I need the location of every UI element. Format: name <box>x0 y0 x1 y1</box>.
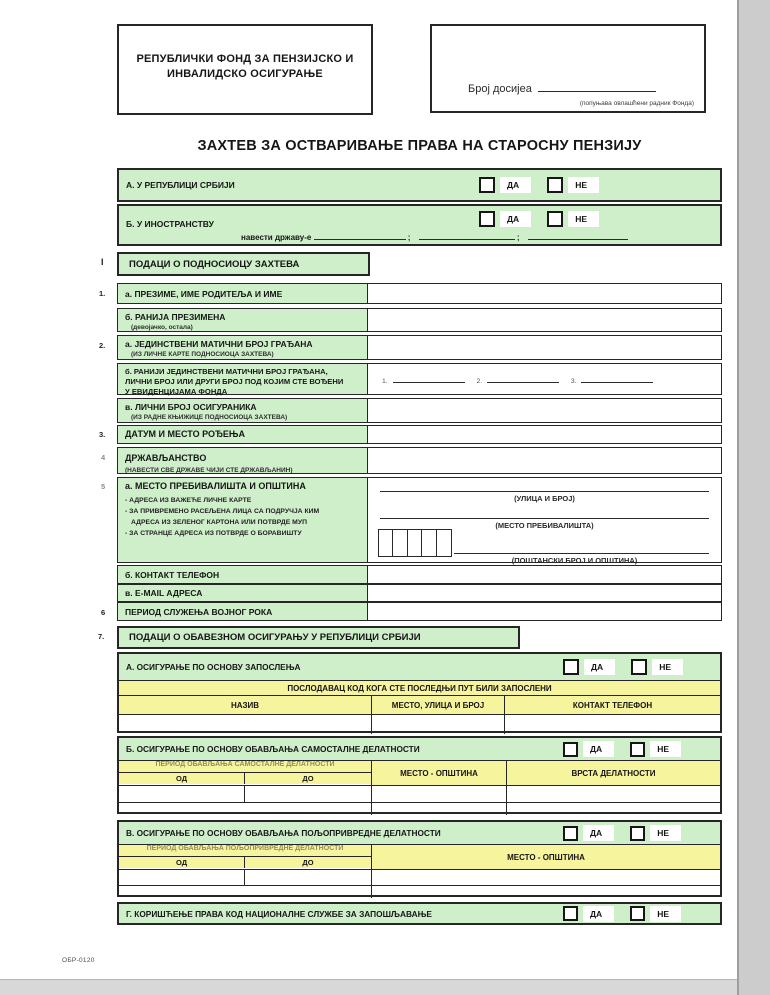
row-insured-number-label-cell <box>118 399 368 422</box>
col-address-header: МЕСТО, УЛИЦА И БРОЈ <box>372 696 505 714</box>
row-number: 1. <box>99 289 106 298</box>
row-former-surnames-value-field[interactable] <box>368 309 721 331</box>
in-serbia-yes-label: ДА <box>500 177 531 193</box>
self-employment-yes-no-group <box>563 741 681 757</box>
section-7-title: ПОДАЦИ О ОБАВЕЗНОМ ОСИГУРАЊУ У РЕПУБЛИЦИ СРБИЈИ <box>129 632 421 643</box>
row-in-serbia-label: А. У РЕПУБЛИЦИ СРБИЈИ <box>126 180 235 190</box>
row-residence-value-cell <box>368 478 721 565</box>
form-code: ОБР-0120 <box>62 957 95 964</box>
employment-no-label: НЕ <box>652 659 683 675</box>
former-number-field-2[interactable] <box>487 373 559 383</box>
self-employment-yes-checkbox[interactable] <box>563 742 578 757</box>
self-employment-yes-label: ДА <box>583 741 614 757</box>
country-field-2[interactable] <box>419 230 515 240</box>
row-former-surnames-label: б. РАНИЈА ПРЕЗИМЕНА <box>125 312 226 322</box>
agriculture-no-label: НЕ <box>650 825 681 841</box>
agri-from-header: ОД <box>119 857 245 868</box>
employer-phone-cell[interactable] <box>505 715 720 734</box>
row-insured-number-sub: (ИЗ РАДНЕ КЊИЖИЦЕ ПОДНОСИОЦА ЗАХТЕВА) <box>131 413 288 421</box>
abroad-countries-label: навести државу-е <box>241 233 312 242</box>
self-to-header: ДО <box>245 773 371 784</box>
row-birth-date-place <box>117 425 722 444</box>
row-abroad <box>117 204 722 246</box>
agriculture-yes-checkbox[interactable] <box>563 826 578 841</box>
self-place-header: МЕСТО - ОПШТИНА <box>372 761 507 785</box>
country-field-1[interactable] <box>314 230 406 240</box>
residence-bullet-1: - АДРЕСА ИЗ ВАЖЕЋЕ ЛИЧНЕ КАРТЕ <box>125 497 252 505</box>
place-caption: (МЕСТО ПРЕБИВАЛИШТА) <box>495 521 594 530</box>
period-header-group <box>119 761 372 785</box>
agri-from-to-row <box>119 857 371 868</box>
postal-digit-box[interactable] <box>436 529 452 557</box>
row-citizenship <box>117 447 722 474</box>
row-birth-label: ДАТУМ И МЕСТО РОЂЕЊА <box>125 429 245 440</box>
row-residence-label: а. МЕСТО ПРЕБИВАЛИШТА И ОПШТИНА <box>125 481 306 491</box>
abroad-yes-checkbox[interactable] <box>479 211 495 227</box>
agri-data-row-2 <box>119 886 720 898</box>
row-citizenship-value-field[interactable] <box>368 448 721 473</box>
former-number-field-1[interactable] <box>393 373 465 383</box>
employment-yes-label: ДА <box>584 659 615 675</box>
self-activity-header: ВРСТА ДЕЛАТНОСТИ <box>507 761 720 785</box>
row-employment-service <box>117 902 722 925</box>
row-former-jmbg-label-cell <box>118 364 368 394</box>
row-citizenship-label: ДРЖАВЉАНСТВО <box>125 453 207 463</box>
agriculture-title: В. ОСИГУРАЊЕ ПО ОСНОВУ ОБАВЉАЊА ПОЉОПРИВРЕДНЕ ДЕЛАТНОСТИ <box>126 828 441 838</box>
agriculture-yes-no-group <box>563 825 681 841</box>
agriculture-title-row <box>119 822 720 845</box>
postal-code-boxes[interactable] <box>378 529 450 557</box>
row-number: 5 <box>101 482 106 491</box>
row-email <box>117 584 722 602</box>
employment-service-no-label: НЕ <box>650 906 681 922</box>
scan-edge-right <box>737 0 770 995</box>
employment-no-checkbox[interactable] <box>631 659 647 675</box>
employment-service-label: Г. КОРИШЋЕЊЕ ПРАВА КОД НАЦИОНАЛНЕ СЛУЖБЕ ЗА ЗАПОШЉАВАЊЕ <box>126 908 432 919</box>
self-employment-no-label: НЕ <box>650 741 681 757</box>
country-field-3[interactable] <box>528 230 628 240</box>
row-number: 2. <box>99 341 106 350</box>
abroad-no-checkbox[interactable] <box>547 211 563 227</box>
row-number: 3. <box>99 430 106 439</box>
self-place-cell-2[interactable] <box>372 803 507 815</box>
dossier-number-note: (попуњава овлашћени радник Фонда) <box>579 100 694 107</box>
row-abroad-label: Б. У ИНОСТРАНСТВУ <box>126 219 214 229</box>
row-former-jmbg-value-cell <box>368 364 721 394</box>
municipality-field[interactable] <box>454 553 709 554</box>
employment-title-row <box>119 654 720 681</box>
self-employment-header-rows <box>119 761 720 785</box>
self-activity-cell[interactable] <box>507 786 720 802</box>
residence-bullet-2: - ЗА ПРИВРЕМЕНО РАСЕЉЕНА ЛИЦА СА ПОДРУЧЈА КИМ <box>125 508 320 516</box>
agriculture-header-rows <box>119 845 720 869</box>
row-phone-label-cell <box>118 566 368 583</box>
self-from-header: ОД <box>119 773 245 784</box>
self-data-row-1 <box>119 785 720 803</box>
abroad-yes-label: ДА <box>500 211 531 227</box>
in-serbia-yes-checkbox[interactable] <box>479 177 495 193</box>
abroad-countries-line <box>241 230 628 242</box>
employer-address-cell[interactable] <box>372 715 505 734</box>
fund-name-line2: ИНВАЛИДСКО ОСИГУРАЊЕ <box>167 67 323 80</box>
employment-service-yes-checkbox[interactable] <box>563 906 578 921</box>
section-i-header <box>117 252 370 276</box>
row-residence-bullets <box>125 496 363 540</box>
self-period-header: ПЕРИОД ОБАВЉАЊА САМОСТАЛНЕ ДЕЛАТНОСТИ <box>119 761 371 773</box>
separator: ; <box>407 233 411 242</box>
row-birth-label-cell <box>118 426 368 443</box>
former-number-field-3[interactable] <box>581 373 653 383</box>
in-serbia-no-checkbox[interactable] <box>547 177 563 193</box>
self-employment-no-checkbox[interactable] <box>630 742 645 757</box>
row-surname-label-cell <box>118 284 368 303</box>
agri-period-header-group <box>119 845 372 869</box>
dossier-number-field[interactable] <box>538 80 656 92</box>
agriculture-no-checkbox[interactable] <box>630 826 645 841</box>
agri-place-cell-2[interactable] <box>372 886 720 898</box>
postal-caption: (ПОШТАНСКИ БРОЈ И ОПШТИНА) <box>511 556 638 565</box>
marker-3: 3. <box>570 378 577 385</box>
employment-service-yes-label: ДА <box>583 906 614 922</box>
employment-service-yes-no-group <box>563 906 681 922</box>
agriculture-yes-label: ДА <box>583 825 614 841</box>
agri-to-cell[interactable] <box>245 870 372 885</box>
fund-name-box <box>117 24 373 115</box>
row-military-label-cell <box>118 603 368 620</box>
row-former-surnames <box>117 308 722 332</box>
block-self-employment <box>117 736 722 814</box>
self-from-cell[interactable] <box>119 786 245 802</box>
employer-data-row <box>119 715 720 734</box>
dossier-number-row <box>468 80 656 95</box>
residence-bullet-4: - ЗА СТРАНЦЕ АДРЕСА ИЗ ПОТВРДЕ О БОРАВИШТУ <box>125 529 302 537</box>
section-i-number: I <box>101 257 104 267</box>
employment-yes-no-group <box>563 659 683 675</box>
self-period-cell[interactable] <box>119 803 372 815</box>
former-jmbg-fields <box>382 373 653 385</box>
employment-service-no-checkbox[interactable] <box>630 906 645 921</box>
row-email-label-cell <box>118 585 368 601</box>
residence-bullet-3: АДРЕСА ИЗ ЗЕЛЕНОГ КАРТОНА ИЛИ ПОТВРДЕ МУП <box>131 519 307 526</box>
street-field[interactable] <box>380 491 709 492</box>
abroad-no-label: НЕ <box>568 211 599 227</box>
employer-table-header: ПОСЛОДАВАЦ КОД КОГА СТЕ ПОСЛЕДЊИ ПУТ БИЛИ ЗАПОСЛЕНИ <box>119 681 720 696</box>
row-surname-label: а. ПРЕЗИМЕ, ИМЕ РОДИТЕЉА И ИМЕ <box>125 288 283 299</box>
form-title: ЗАХТЕВ ЗА ОСТВАРИВАЊЕ ПРАВА НА СТАРОСНУ ПЕНЗИЈУ <box>197 138 642 154</box>
row-number: 6 <box>101 608 106 617</box>
row-insured-number-label: в. ЛИЧНИ БРОЈ ОСИГУРАНИКА <box>125 402 257 412</box>
marker-2: 2. <box>476 378 483 385</box>
row-citizenship-sub: (НАВЕСТИ СВЕ ДРЖАВЕ ЧИЈИ СТЕ ДРЖАВЉАНИН) <box>125 467 293 475</box>
agri-period-header: ПЕРИОД ОБАВЉАЊА ПОЉОПРИВРЕДНЕ ДЕЛАТНОСТИ <box>119 845 371 857</box>
agri-place-cell[interactable] <box>372 870 720 885</box>
section-7-number: 7. <box>98 632 105 641</box>
block-agriculture <box>117 820 722 897</box>
row-surname-value-field[interactable] <box>368 284 721 303</box>
agri-data-row-1 <box>119 869 720 886</box>
row-former-surnames-sub: (девојачко, остала) <box>131 323 193 331</box>
col-name-header: НАЗИВ <box>119 696 372 714</box>
agri-to-header: ДО <box>245 857 371 868</box>
row-former-jmbg <box>117 363 722 395</box>
employer-column-headers <box>119 696 720 715</box>
marker-1: 1. <box>382 378 388 385</box>
row-number: 4 <box>101 453 106 462</box>
scan-edge-bottom <box>0 979 737 995</box>
agri-place-header: МЕСТО - ОПШТИНА <box>372 845 720 869</box>
street-caption: (УЛИЦА И БРОЈ) <box>514 494 575 503</box>
self-employment-title: Б. ОСИГУРАЊЕ ПО ОСНОВУ ОБАВЉАЊА САМОСТАЛНЕ ДЕЛАТНОСТИ <box>126 744 420 754</box>
row-jmbg-label-cell <box>118 336 368 359</box>
row-phone-value-field[interactable] <box>368 566 721 583</box>
row-former-jmbg-label-line3: У ЕВИДЕНЦИЈАМА ФОНДА <box>125 386 228 396</box>
block-employment <box>117 652 722 733</box>
row-jmbg-value-field[interactable] <box>368 336 721 359</box>
row-former-jmbg-label-line1: б. РАНИЈИ ЈЕДИНСТВЕНИ МАТИЧНИ БРОЈ ГРАЂАНА, <box>125 367 328 376</box>
row-insured-personal-number <box>117 398 722 423</box>
row-jmbg-label: а. ЈЕДИНСТВЕНИ МАТИЧНИ БРОЈ ГРАЂАНА <box>125 339 313 349</box>
row-surname-name <box>117 283 722 304</box>
row-residence <box>117 477 722 563</box>
row-former-surnames-label-cell <box>118 309 368 331</box>
row-jmbg <box>117 335 722 360</box>
separator: ; <box>516 233 520 242</box>
col-phone-header: КОНТАКТ ТЕЛЕФОН <box>505 696 720 714</box>
self-data-row-2 <box>119 803 720 815</box>
row-jmbg-sub: (ИЗ ЛИЧНЕ КАРТЕ ПОДНОСИОЦА ЗАХТЕВА) <box>131 350 274 358</box>
self-from-to-row <box>119 773 371 784</box>
row-military-service <box>117 602 722 621</box>
row-phone-label: б. КОНТАКТ ТЕЛЕФОН <box>125 569 220 580</box>
in-serbia-no-label: НЕ <box>568 177 599 193</box>
employment-yes-checkbox[interactable] <box>563 659 579 675</box>
row-insured-number-value-field[interactable] <box>368 399 721 422</box>
self-activity-cell-2[interactable] <box>507 803 720 815</box>
employment-title: А. ОСИГУРАЊЕ ПО ОСНОВУ ЗАПОСЛЕЊА <box>126 662 301 672</box>
in-serbia-yes-no-group <box>479 177 599 193</box>
place-field[interactable] <box>380 518 709 519</box>
self-to-cell[interactable] <box>245 786 372 802</box>
agri-from-cell[interactable] <box>119 870 245 885</box>
abroad-yes-no-group <box>479 211 599 227</box>
section-i-title: ПОДАЦИ О ПОДНОСИОЦУ ЗАХТЕВА <box>129 258 300 270</box>
section-7-header <box>117 626 520 649</box>
row-birth-value-field[interactable] <box>368 426 721 443</box>
employer-name-cell[interactable] <box>119 715 372 734</box>
dossier-number-box <box>430 24 706 113</box>
fund-name-line1: РЕПУБЛИЧКИ ФОНД ЗА ПЕНЗИЈСКО И <box>136 53 354 65</box>
self-place-cell[interactable] <box>372 786 507 802</box>
row-contact-phone <box>117 565 722 584</box>
agri-period-cell[interactable] <box>119 886 372 898</box>
row-email-label: в. E-MAIL АДРЕСА <box>125 588 203 599</box>
row-citizenship-label-cell <box>118 448 368 473</box>
self-employment-title-row <box>119 738 720 761</box>
row-military-value-field[interactable] <box>368 603 721 620</box>
row-in-serbia <box>117 168 722 202</box>
dossier-number-label: Број досијеа <box>468 83 532 95</box>
row-military-label: ПЕРИОД СЛУЖЕЊА ВОЈНОГ РОКА <box>125 606 273 617</box>
row-residence-label-cell <box>118 478 368 562</box>
row-former-jmbg-label-line2: ЛИЧНИ БРОЈ ИЛИ ДРУГИ БРОЈ ПОД КОЈИМ СТЕ ВОЂЕНИ <box>125 376 344 386</box>
row-email-value-field[interactable] <box>368 585 721 601</box>
